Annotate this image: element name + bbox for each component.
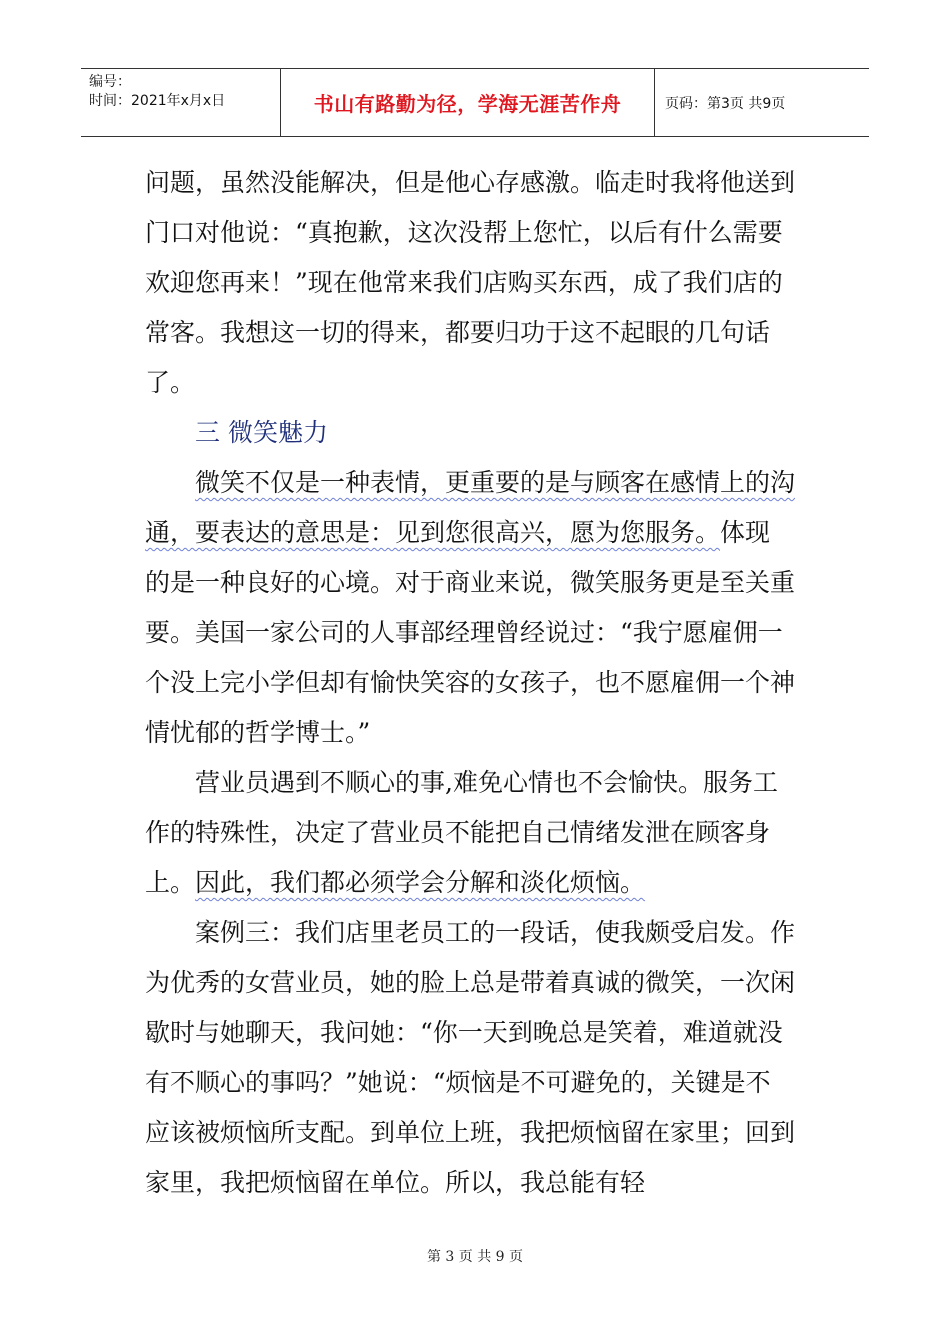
document-date-label: 时间：2021年x月x日 [89,93,226,109]
page-footer: 第 3 页 共 9 页 [426,1249,524,1265]
wavy-underlined-text: 因此，我们都必须学会分解和淡化烦恼。 [195,868,646,897]
paragraph-case-three: 案例三：我们店里老员工的一段话，使我颇受启发。作为优秀的女营业员，她的脸上总是带着真诚的微笑，一次闲歇时与她聊天，我问她：“你一天到晚总是笑着，难道就没有不顺心的事吗？”她说：“烦恼是不可避免的，关键是不应该被烦恼所支配。到单位上班，我把烦恼留在家里；回到家里，我把烦恼留在单位。所以，我总能有轻 [145,918,796,1197]
wavy-underlined-text: 微笑不仅是一种表情，更重要的是与顾客在感情上的沟通，要表达的意思是：见到您很高兴，愿为您服务。 [145,468,796,547]
section-heading: 三 微笑魅力 [195,418,328,447]
document-body [145,158,795,1208]
paragraph-text: 体现的是一种良好的心境。对于商业来说，微笑服务更是至关重要。美国一家公司的人事部经理曾经说过：“我宁愿雇佣一个没上完小学但却有愉快笑容的女孩子，也不愿雇佣一个神情忧郁的哲学博士。” [145,518,796,747]
header-meta [81,69,281,136]
paragraph-text: 营业员遇到不顺心的事,难免心情也不会愉快。服务工作的特殊性，决定了营业员不能把自己情绪发泄在顾客身上。 [145,768,778,897]
header-page-number: 页码：第3页 共9页 [665,95,786,112]
paragraph-continuation: 问题，虽然没能解决，但是他心存感激。临走时我将他送到门口对他说：“真抱歉，这次没帮上您忙，以后有什么需要欢迎您再来！”现在他常来我们店购买东西，成了我们店的常客。我想这一切的得来，都要归功于这不起眼的几句话了。 [145,168,796,397]
paragraph-smile-intro [145,458,795,758]
document-number-label: 编号： [89,74,131,90]
header-motto: 书山有路勤为径，学海无涯苦作舟 [281,69,655,136]
page-header [81,68,869,137]
paragraph-emotions [145,758,795,908]
